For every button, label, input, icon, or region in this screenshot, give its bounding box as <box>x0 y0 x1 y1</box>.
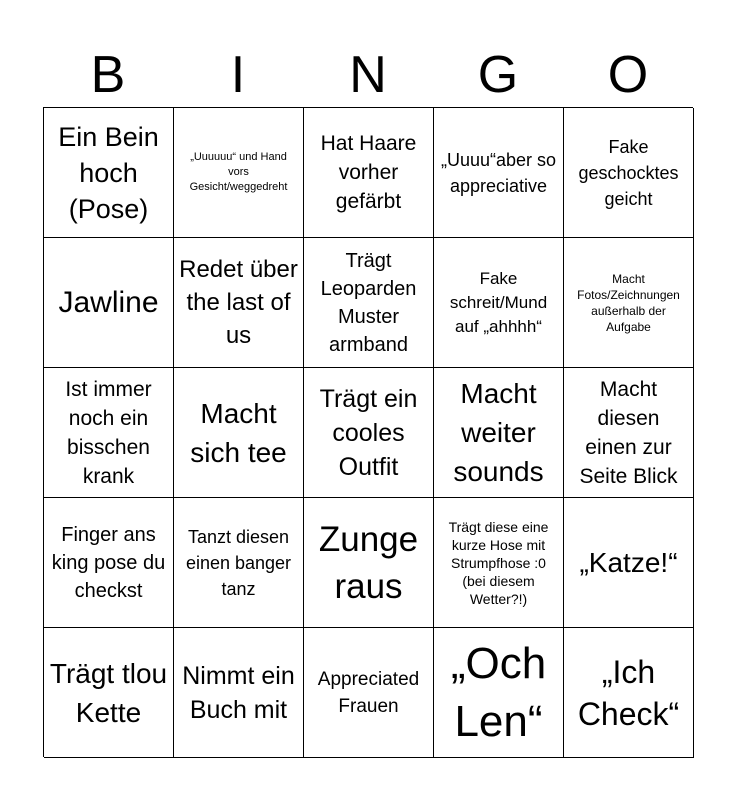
cell-text: Nimmt ein Buch mit <box>182 661 295 724</box>
cell-text: Trägt Leoparden Muster armband <box>320 249 417 356</box>
bingo-cell[interactable] <box>44 368 174 498</box>
header-letter-b: B <box>90 46 126 104</box>
cell-text: „Uuuuuu“ und Hand vors Gesicht/weggedreht <box>189 151 288 193</box>
cell-text: Zunge raus <box>318 519 419 606</box>
cell-text: Fake schreit/Mund auf „ahhhh“ <box>449 268 548 336</box>
cell-text: „Uuuu“aber so appreciative <box>440 149 557 196</box>
bingo-cell[interactable] <box>564 238 694 368</box>
bingo-cell[interactable] <box>174 498 304 628</box>
cell-text: Ist immer noch ein bisschen krank <box>65 377 152 488</box>
cell-text: Finger ans king pose du checkst <box>51 523 166 602</box>
bingo-cell[interactable] <box>174 628 304 758</box>
header-letter-g: G <box>477 46 519 104</box>
cell-text: Macht weiter sounds <box>453 378 544 487</box>
cell-text: „Katze!“ <box>579 547 678 578</box>
bingo-header <box>43 42 693 108</box>
cell-text: Tanzt diesen einen banger tanz <box>185 526 292 599</box>
cell-text: Trägt ein cooles Outfit <box>319 384 418 481</box>
cell-text: Macht diesen einen zur Seite Blick <box>579 377 678 488</box>
bingo-cell[interactable] <box>44 628 174 758</box>
bingo-cell[interactable] <box>434 108 564 238</box>
header-letter-i: I <box>230 46 246 104</box>
bingo-cell[interactable] <box>304 628 434 758</box>
bingo-cell[interactable] <box>304 238 434 368</box>
bingo-cell[interactable] <box>564 368 694 498</box>
cell-text: Trägt diese eine kurze Hose mit Strumpfhose :0 (bei diesem Wetter?!) <box>448 518 549 607</box>
cell-text: Fake geschocktes geicht <box>578 136 679 209</box>
bingo-cell[interactable] <box>304 498 434 628</box>
bingo-cell[interactable] <box>304 108 434 238</box>
cell-text: Appreciated Frauen <box>317 668 420 717</box>
cell-text: Jawline <box>58 285 159 319</box>
bingo-cell[interactable] <box>174 108 304 238</box>
bingo-cell[interactable] <box>44 238 174 368</box>
cell-text: Hat Haare vorher gefärbt <box>320 132 417 213</box>
cell-text: Redet über the last of us <box>179 256 298 349</box>
bingo-grid <box>43 107 693 757</box>
header-letter-n: N <box>349 46 387 104</box>
bingo-cell[interactable] <box>174 238 304 368</box>
cell-text: Macht Fotos/Zeichnungen außerhalb der Aufgabe <box>577 271 680 334</box>
bingo-cell[interactable] <box>434 628 564 758</box>
cell-text: Trägt tlou Kette <box>49 657 168 728</box>
bingo-cell[interactable] <box>564 628 694 758</box>
bingo-cell[interactable] <box>174 368 304 498</box>
cell-text: Macht sich tee <box>190 397 287 468</box>
bingo-cell[interactable] <box>44 498 174 628</box>
cell-text: „Ich Check“ <box>577 653 680 732</box>
header-letter-o: O <box>607 46 649 104</box>
bingo-cell[interactable] <box>564 498 694 628</box>
bingo-cell[interactable] <box>434 498 564 628</box>
bingo-cell[interactable] <box>434 238 564 368</box>
bingo-cell[interactable] <box>44 108 174 238</box>
bingo-cell[interactable] <box>434 368 564 498</box>
bingo-cell[interactable] <box>564 108 694 238</box>
cell-text: Ein Bein hoch (Pose) <box>58 121 159 224</box>
cell-text: „Och Len“ <box>450 638 547 746</box>
bingo-cell[interactable] <box>304 368 434 498</box>
